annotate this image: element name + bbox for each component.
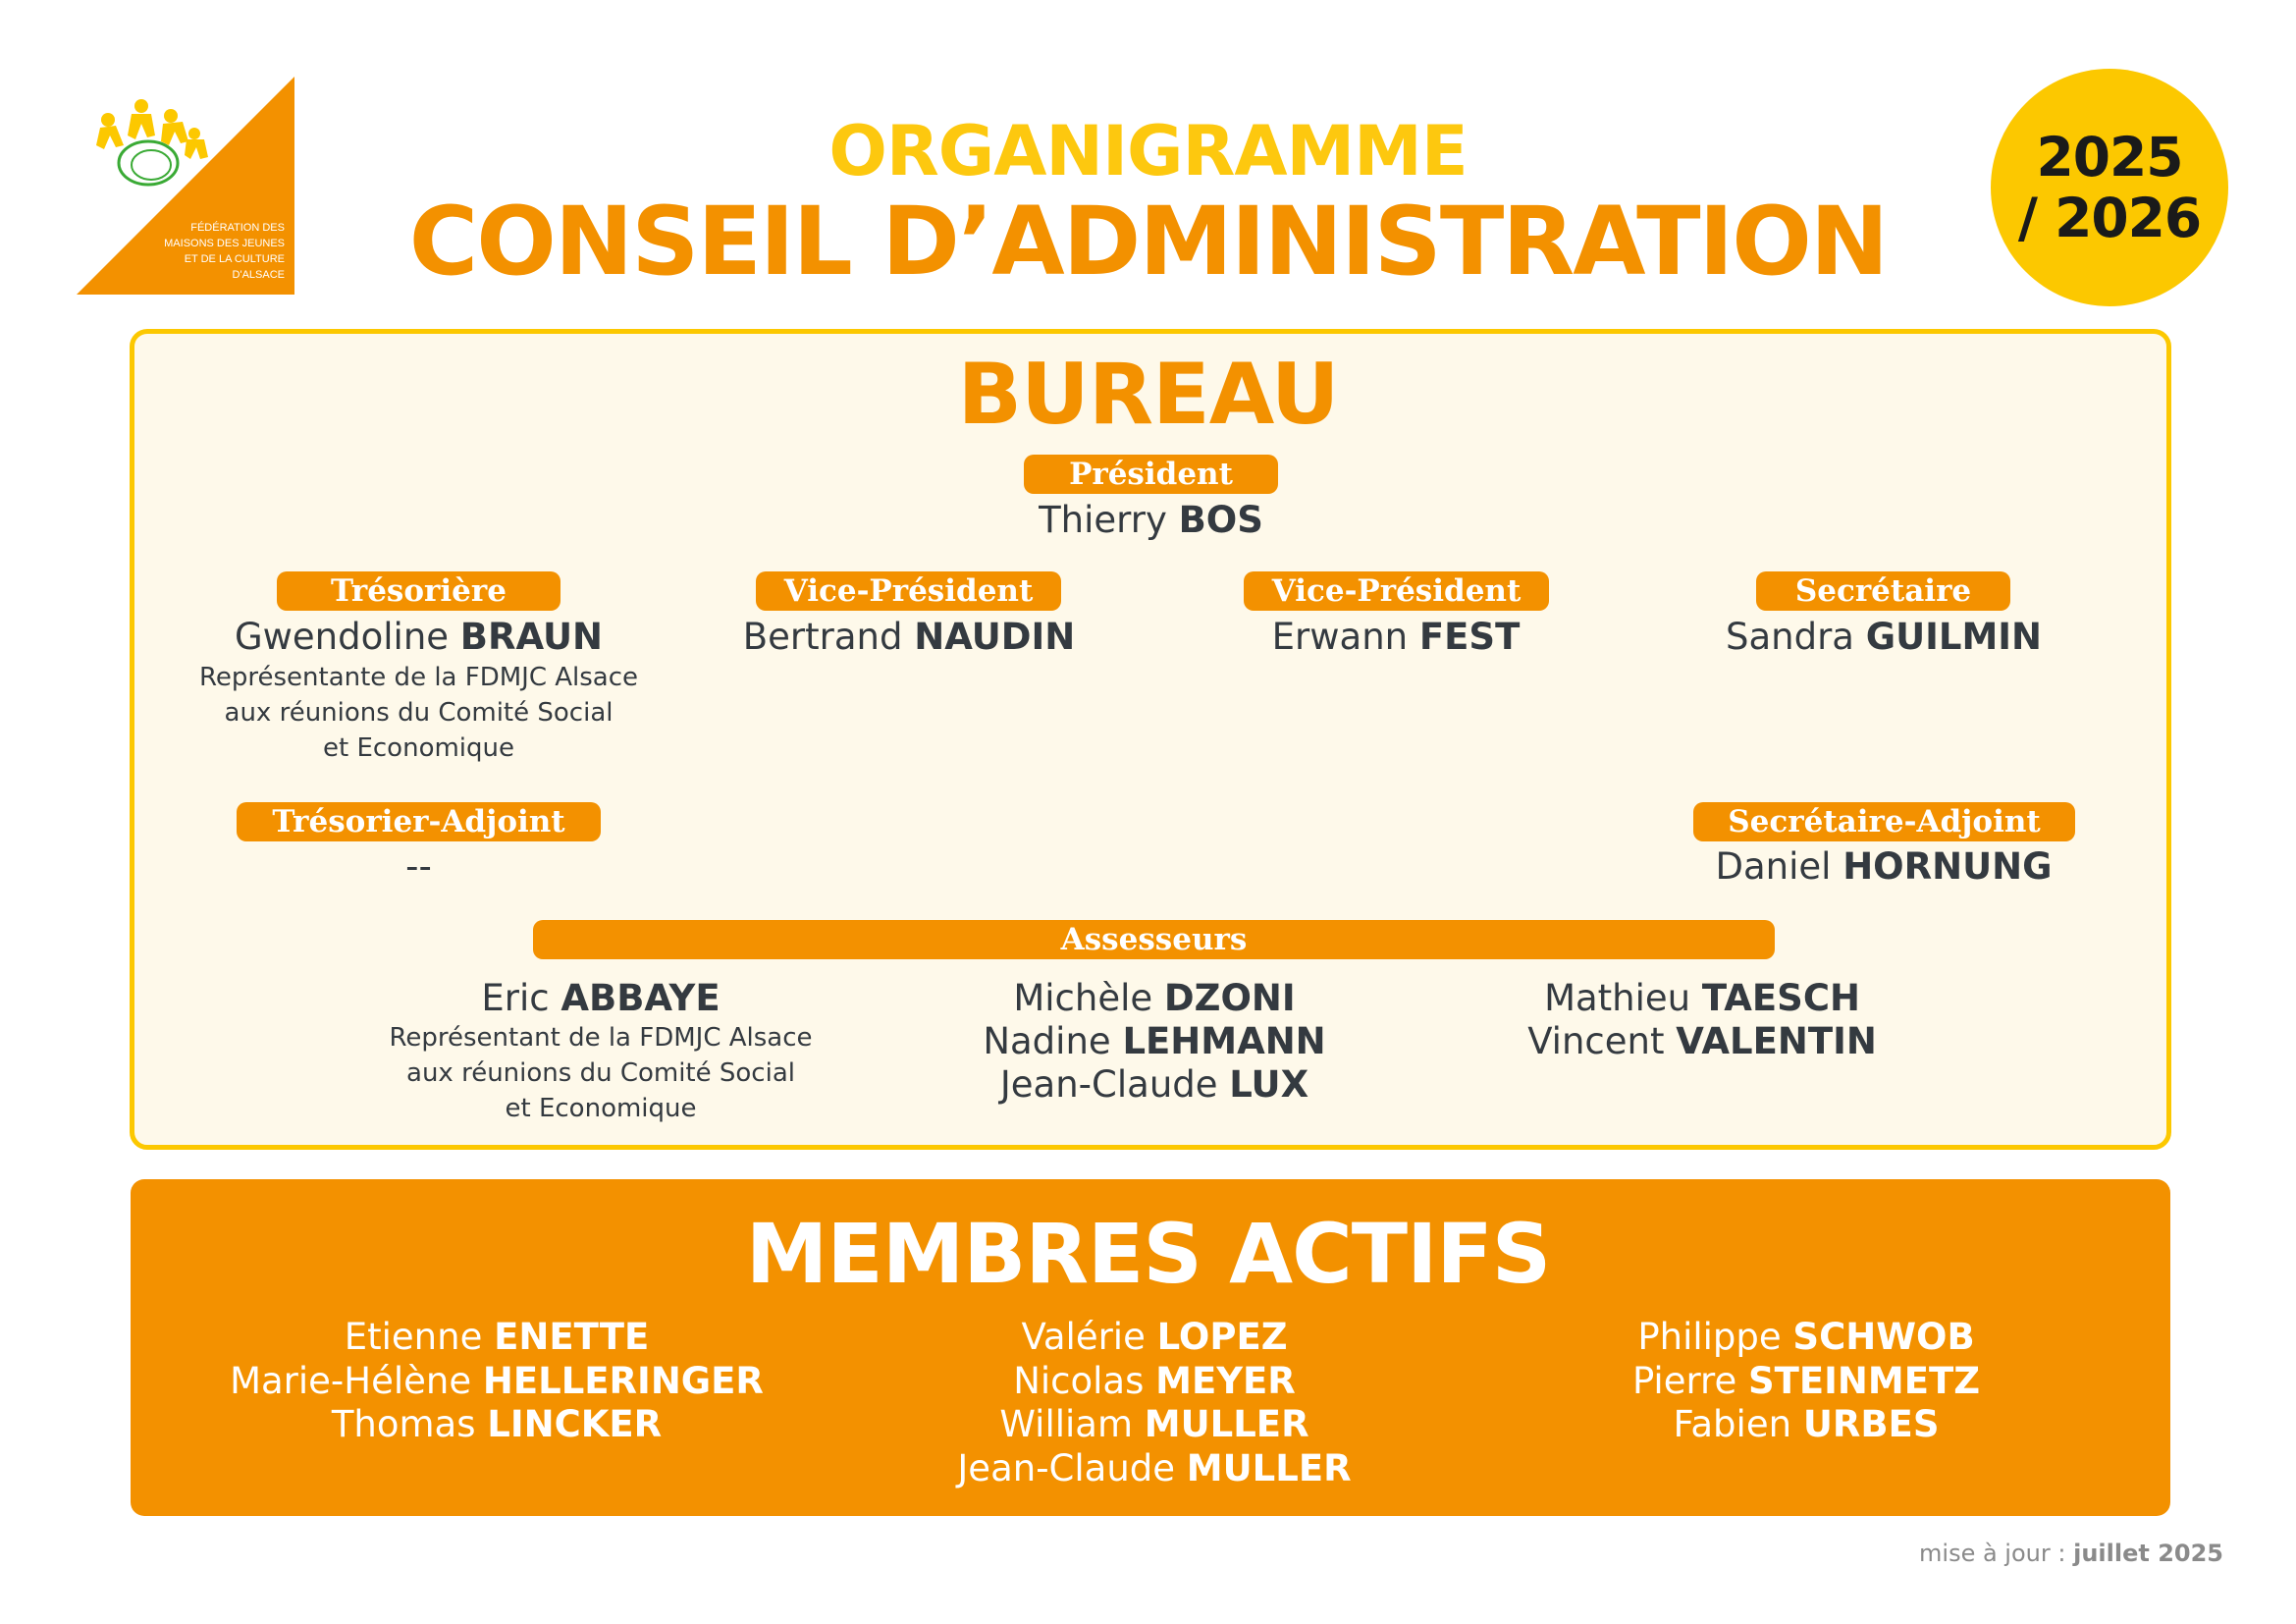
member-last-name: ENETTE (494, 1316, 650, 1358)
member-item (1512, 1316, 2101, 1360)
person-secretaire-adjoint (1638, 845, 2129, 889)
person-last-name: HORNUNG (1842, 845, 2053, 888)
logo-text-line: ET DE LA CULTURE (184, 253, 285, 265)
member-last-name: MEYER (1155, 1359, 1296, 1402)
person-last-name: BOS (1178, 499, 1263, 541)
person-first-name: Daniel (1715, 845, 1832, 888)
member-last-name: MULLER (1186, 1446, 1352, 1489)
person-last-name: FEST (1418, 616, 1521, 658)
year-badge-line1: 2025 (2036, 126, 2183, 189)
membres-title: MEMBRES ACTIFS (745, 1206, 1551, 1302)
note-line: aux réunions du Comité Social (406, 1058, 795, 1088)
member-item (860, 1316, 1449, 1360)
assesseur-note (355, 1020, 846, 1126)
person-secretaire (1687, 616, 2080, 659)
person-first-name: Bertrand (742, 616, 903, 658)
member-last-name: HELLERINGER (482, 1359, 764, 1402)
member-last-name: SCHWOB (1792, 1316, 1975, 1358)
person-president (951, 499, 1351, 542)
member-last-name: LOPEZ (1156, 1316, 1288, 1358)
member-last-name: MULLER (1144, 1403, 1309, 1445)
member-first-name: Nicolas (1013, 1359, 1145, 1402)
role-tag-vice-president-1: Vice-Président (756, 571, 1061, 611)
person-last-name: GUILMIN (1865, 616, 2043, 658)
note-line: Représentant de la FDMJC Alsace (389, 1023, 813, 1053)
bureau-title: BUREAU (957, 346, 1339, 444)
member-item (202, 1360, 791, 1404)
note-line: et Economique (323, 733, 514, 763)
person-vice-president-1 (713, 616, 1105, 659)
person-first-name: Vincent (1527, 1020, 1665, 1062)
role-tag-secretaire-adjoint: Secrétaire-Adjoint (1693, 802, 2075, 841)
person-tresorier-adjoint: -- (405, 845, 432, 888)
person-first-name: Michèle (1013, 977, 1153, 1019)
update-label: mise à jour : (1919, 1540, 2066, 1567)
member-first-name: Thomas (331, 1403, 476, 1445)
member-first-name: Fabien (1673, 1403, 1792, 1445)
update-note (1919, 1539, 2223, 1568)
person-last-name: TAESCH (1701, 977, 1860, 1019)
update-date: juillet 2025 (2073, 1540, 2223, 1567)
person-last-name: DZONI (1163, 977, 1296, 1019)
role-tag-vice-president-2: Vice-Président (1244, 571, 1549, 611)
role-tag-tresorier-adjoint: Trésorier-Adjoint (237, 802, 601, 841)
person-last-name: LUX (1229, 1063, 1309, 1106)
page-title-conseil: CONSEIL D’ADMINISTRATION (408, 187, 1888, 297)
member-first-name: Etienne (344, 1316, 483, 1358)
member-item (202, 1403, 791, 1447)
note-line: et Economique (505, 1094, 697, 1123)
note-line: Représentante de la FDMJC Alsace (198, 663, 639, 692)
year-badge-line2: / 2026 (2017, 187, 2202, 249)
person-first-name: Thierry (1039, 499, 1167, 541)
person-assesseur (929, 1020, 1380, 1063)
membres-col1 (202, 1316, 791, 1447)
role-tag-assesseurs: Assesseurs (533, 920, 1775, 959)
member-first-name: Valérie (1021, 1316, 1146, 1358)
member-first-name: Jean-Claude (957, 1446, 1176, 1489)
member-last-name: URBES (1802, 1403, 1940, 1445)
person-assesseur (929, 977, 1380, 1020)
person-last-name: BRAUN (459, 616, 603, 658)
page-title-organigramme: ORGANIGRAMME (828, 111, 1468, 191)
person-first-name: Jean-Claude (999, 1063, 1218, 1106)
person-first-name: Eric (481, 977, 550, 1019)
role-tag-secretaire: Secrétaire (1756, 571, 2010, 611)
person-assesseur (1476, 977, 1928, 1020)
member-item (1512, 1360, 2101, 1404)
person-first-name: Gwendoline (234, 616, 450, 658)
person-vice-president-2 (1200, 616, 1592, 659)
note-line: aux réunions du Comité Social (224, 698, 614, 728)
person-assesseur (1476, 1020, 1928, 1063)
person-first-name: Mathieu (1544, 977, 1691, 1019)
role-tag-president: Président (1024, 455, 1278, 494)
person-last-name: ABBAYE (561, 977, 721, 1019)
person-first-name: Nadine (983, 1020, 1111, 1062)
member-item (860, 1360, 1449, 1404)
person-last-name: LEHMANN (1122, 1020, 1326, 1062)
person-assesseur (929, 1063, 1380, 1107)
logo-text-line: FÉDÉRATION DES (190, 222, 285, 234)
membres-col2 (860, 1316, 1449, 1490)
logo-text-line: D'ALSACE (232, 269, 285, 281)
member-last-name: STEINMETZ (1747, 1359, 1981, 1402)
year-badge (1991, 69, 2228, 306)
member-first-name: Pierre (1631, 1359, 1737, 1402)
member-item (860, 1447, 1449, 1491)
member-item (202, 1316, 791, 1360)
tresoriere-note (175, 660, 663, 766)
member-item (1512, 1403, 2101, 1447)
member-last-name: LINCKER (487, 1403, 663, 1445)
person-last-name: VALENTIN (1676, 1020, 1877, 1062)
logo-text-line: MAISONS DES JEUNES (164, 238, 285, 249)
member-first-name: Philippe (1637, 1316, 1782, 1358)
assesseurs-col2 (929, 977, 1380, 1107)
person-assesseur (375, 977, 827, 1020)
person-first-name: Sandra (1725, 616, 1854, 658)
member-first-name: William (999, 1403, 1134, 1445)
person-first-name: Erwann (1271, 616, 1409, 658)
person-tresoriere (175, 616, 663, 659)
person-last-name: NAUDIN (914, 616, 1076, 658)
member-item (860, 1403, 1449, 1447)
member-first-name: Marie-Hélène (230, 1359, 472, 1402)
role-tag-tresoriere: Trésorière (277, 571, 561, 611)
membres-col3 (1512, 1316, 2101, 1447)
assesseurs-col3 (1476, 977, 1928, 1063)
